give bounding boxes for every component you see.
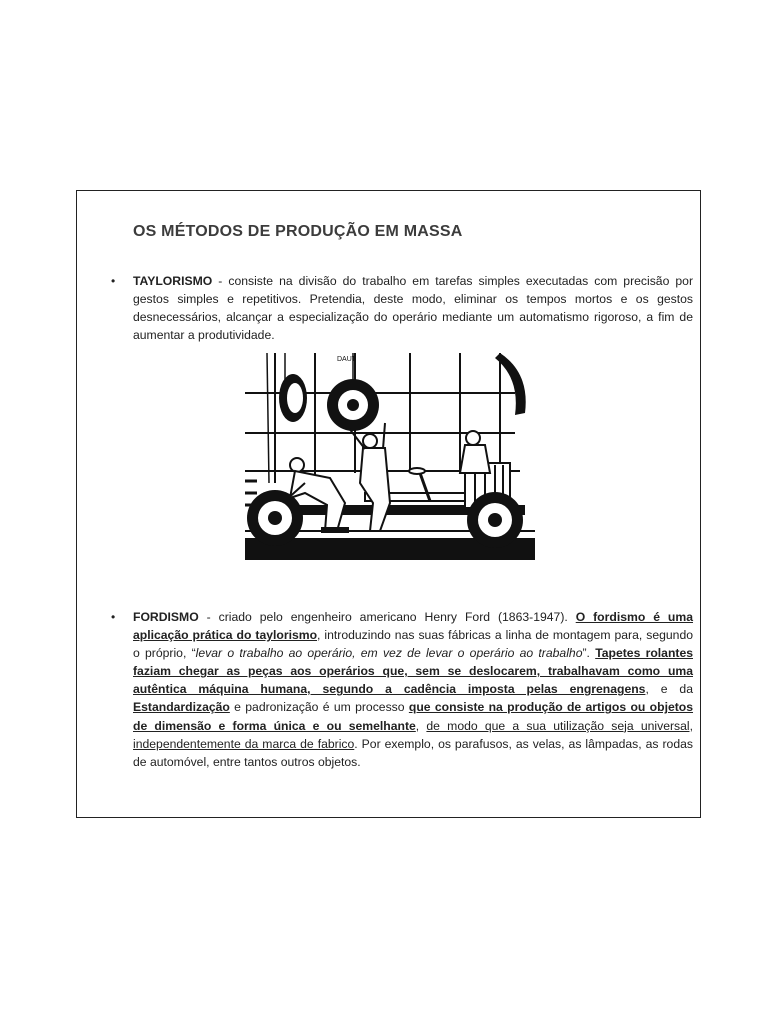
fordismo-highlight-4: de modo que a sua utilização seja universal, independentemente da marca de fabrico xyxy=(133,718,694,751)
taylorismo-paragraph xyxy=(133,272,693,344)
fordismo-term: FORDISMO xyxy=(133,610,199,624)
fordismo-highlight-1: O fordismo é uma aplicação prática do taylorismo xyxy=(133,610,693,643)
ford-quote: levar o trabalho ao operário, em vez de levar o operário ao trabalho xyxy=(195,646,583,661)
page-title: OS MÉTODOS DE PRODUÇÃO EM MASSA xyxy=(133,223,463,240)
fordismo-text-1: , introduzindo nas suas fábricas a linha de montagem para, segundo o próprio, “ xyxy=(133,628,694,661)
bullet-taylorismo: • xyxy=(111,274,116,288)
bullet-fordismo: • xyxy=(111,610,116,624)
assembly-line-illustration xyxy=(245,353,535,563)
fordismo-highlight-2: Tapetes rolantes faziam chegar as peças aos operários que, sem se deslocarem, trabalhavam como uma autêntica máquina humana, segundo a cadência imposta pelas engrenagens xyxy=(133,646,693,697)
standardization-term: Estandardização xyxy=(133,700,230,715)
fordismo-paragraph xyxy=(133,608,693,771)
fordismo-text-3: , e da xyxy=(645,682,693,697)
fordismo-intro: - criado pelo engenheiro americano Henry Ford (1863-1947). xyxy=(198,610,576,624)
taylorismo-text: - consiste na divisão do trabalho em tarefas simples executadas com precisão por gestos simples e repetitivos. Pretendia, deste modo, eliminar os tempos mortos e os gestos desnecessários, alcançar a especialização do operário mediante um automatismo rigoroso, a fim de aumentar a produtividade. xyxy=(133,274,693,343)
fordismo-text-2: ”. xyxy=(582,646,596,661)
fordismo-text-5: , xyxy=(415,718,427,733)
taylorismo-term: TAYLORISMO xyxy=(133,274,213,288)
fordismo-text-6: . Por exemplo, os parafusos, as velas, as lâmpadas, as rodas de automóvel, entre tantos outros objetos. xyxy=(133,736,693,769)
fordismo-highlight-3: que consiste na produção de artigos ou objetos de dimensão e forma única e ou semelhante xyxy=(133,700,694,733)
content-box xyxy=(76,190,701,818)
artist-signature: DAUT xyxy=(337,356,357,363)
fordismo-text-4: e padronização é um processo xyxy=(229,700,409,715)
